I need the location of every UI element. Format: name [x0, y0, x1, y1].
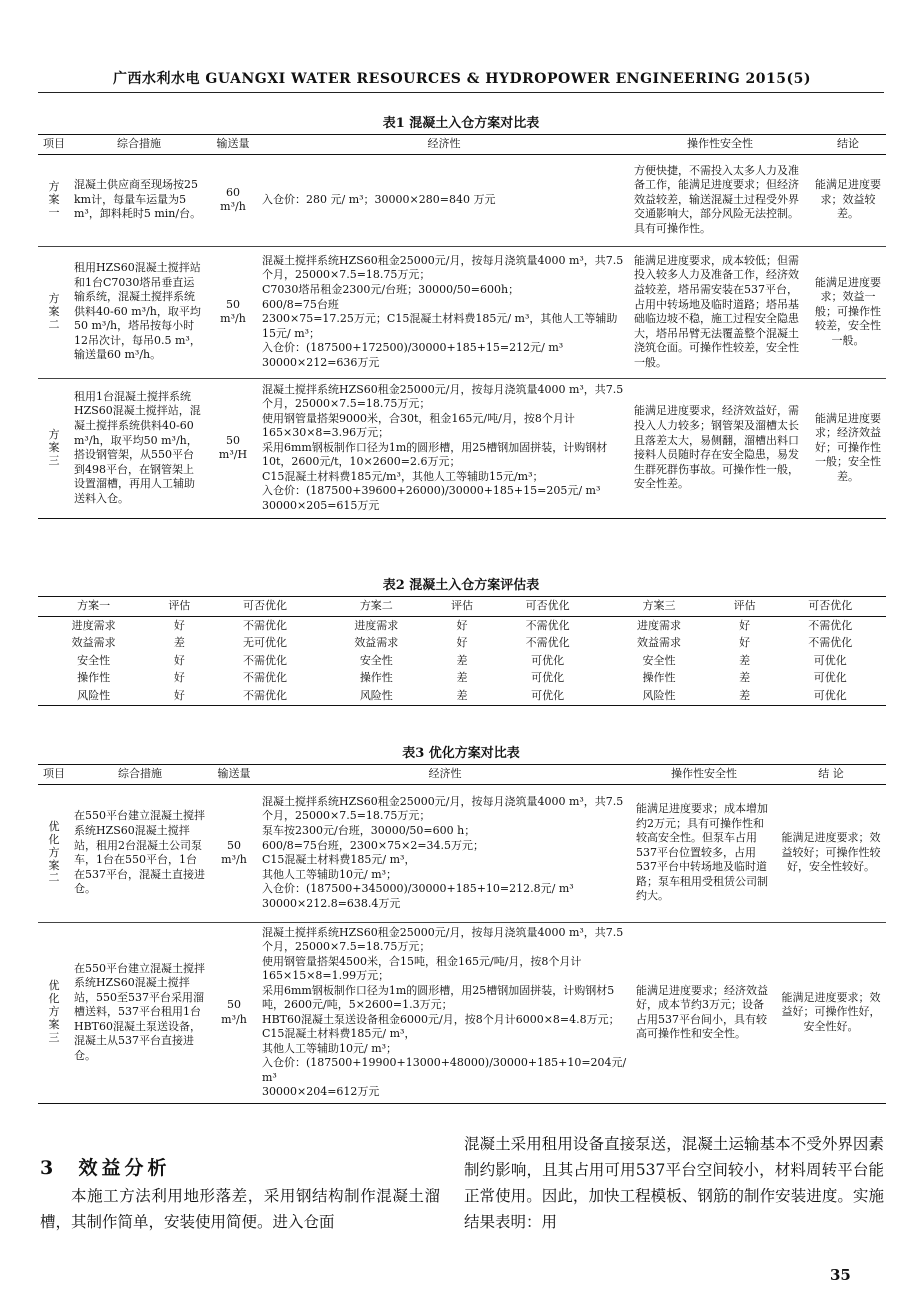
t2-cell: 可优化: [813, 688, 847, 702]
t2-cell: 好: [173, 671, 185, 685]
t3-conclusion: 能满足进度要求；效益较好；可操作性较好，安全性较好。: [776, 784, 886, 922]
t2-cell: 效益需求: [71, 636, 116, 650]
t2-header: 方案一: [38, 597, 149, 617]
table-row: [38, 784, 886, 922]
t2-cell: 可优化: [531, 671, 565, 685]
t1-conclusion: 能满足进度要求；效益一般；可操作性较差，安全性一般。: [810, 246, 886, 378]
t3-measures: 在550平台建立混凝土搅拌系统HZS60混凝土搅拌站，550至537平台采用溜槽送料，537平台租用1台HBT60混凝土泵送设备，混凝土从537平台直接进仓。: [74, 961, 205, 1062]
table-row: [38, 652, 886, 670]
t1-economy: 混凝土搅拌系统HZS60租金25000元/月，按每月浇筑量4000 m³，共7.5个月，25000×7.5=18.75万元； C7030塔吊租金2300元/台班；30000/50=600h； 600/8=75台班 2300×75=17.25万元；C15混凝土材料费185元/ m³，其他人工等辅助15元/ m³； 入仓价：(187500+172500)/30000+185+15=212元/ m³ 30000×212=636万元: [258, 246, 630, 378]
t3-header: 综合措施: [70, 765, 210, 785]
journal-header: 广西水利水电 GUANGXI WATER RESOURCES & HYDROPOWER ENGINEERING 2015(5): [113, 71, 811, 87]
t2-cell: 安全性: [77, 653, 111, 667]
t1-measures: 租用1台混凝土搅拌系统HZS60混凝土搅拌站，混凝土搅拌系统供料40-60 m³/h，取平均50 m³/h，搭设钢管架，从550平台到498平台，在钢管架上设置溜槽，再用人工辅助送料入仓。: [74, 389, 201, 505]
t2-cell: 安全性: [642, 653, 676, 667]
table-row: [38, 246, 886, 378]
t1-header: 输送量: [208, 135, 258, 155]
t2-cell: 不需优化: [808, 636, 853, 650]
t1-header: 操作性安全性: [630, 135, 810, 155]
t2-cell: 可优化: [531, 688, 565, 702]
t2-cell: 差: [173, 636, 185, 650]
t2-cell: 好: [739, 636, 751, 650]
t2-cell: 好: [739, 618, 751, 632]
t2-header: 可否优化: [209, 597, 320, 617]
t2-cell: 好: [173, 688, 185, 702]
t2-cell: 差: [456, 688, 468, 702]
t2-header: 可否优化: [492, 597, 603, 617]
t2-cell: 不需优化: [525, 618, 570, 632]
t2-cell: 风险性: [77, 688, 111, 702]
paragraph-left: 本施工方法利用地形落差，采用钢结构制作混凝土溜槽，其制作简单，安装使用简便。进入仓面: [40, 1187, 440, 1231]
t2-cell: 操作性: [642, 671, 676, 685]
t2-header: 评估: [432, 597, 492, 617]
t2-cell: 操作性: [77, 671, 111, 685]
t2-cell: 不需优化: [242, 671, 287, 685]
t3-header: 结 论: [776, 765, 886, 785]
t2-cell: 进度需求: [71, 618, 116, 632]
t2-cell: 风险性: [359, 688, 393, 702]
table-row: [38, 154, 886, 246]
table1-caption: 表1 混凝土入仓方案对比表: [382, 116, 540, 131]
table-row: [38, 922, 886, 1103]
section-title: [40, 1153, 170, 1180]
table3: [38, 764, 886, 1104]
paragraph-right: 混凝土采用租用设备直接泵送，混凝土运输基本不受外界因素制约影响，且其占用可用537平台空间较小，材料周转平台能正常使用。因此，加快工程模板、钢筋的制作安装进度。实施结果表明：用: [464, 1135, 884, 1231]
table-row: [38, 616, 886, 634]
t1-safety: 方便快捷，不需投入太多人力及准备工作，能满足进度要求；但经济效益较差，输送混凝土过程受外界交通影响大，部分风险无法控制。具有可操作性。: [630, 154, 810, 246]
t1-conclusion: 能满足进度要求；效益较差。: [810, 154, 886, 246]
section-title-text: 效益分析: [78, 1157, 171, 1179]
table-row: [38, 378, 886, 518]
t2-cell: 不需优化: [242, 688, 287, 702]
t2-cell: 好: [456, 618, 468, 632]
table-row: [38, 634, 886, 652]
t2-header: 方案三: [603, 597, 714, 617]
table2-caption: 表2 混凝土入仓方案评估表: [382, 578, 540, 593]
t1-economy: 混凝土搅拌系统HZS60租金25000元/月，按每月浇筑量4000 m³，共7.5个月，25000×7.5=18.75万元； 使用钢管量搭架9000米，合30t，租金165元/吨/月，按8个月计165×30×8=3.96万元； 采用6mm钢板制作口径为1m的圆形槽，用25槽钢加固拼装，计购钢材10t，2600元/t，10×2600=2.6万元； C15混凝土材料费185元/m³，其他人工等辅助15元/m³； 入仓价：(187500+39600+26000)/30000+185+15=205元/ m³ 30000×205=615万元: [262, 382, 624, 512]
t2-cell: 可优化: [531, 653, 565, 667]
t2-cell: 无可优化: [242, 636, 287, 650]
t1-measures: 租用HZS60混凝土搅拌站和1台C7030塔吊垂直运输系统，混凝土搅拌系统供料40-60 m³/h，取平均50 m³/h，塔吊按每小时12吊次计，每吊0.5 m³，输送量60 m³/h。: [70, 246, 208, 378]
t2-header: 评估: [149, 597, 209, 617]
t1-safety: 能满足进度要求，经济效益好，需投入人力较多；钢管架及溜槽太长且落差太大，易侧翻，溜槽出料口接料人员随时存在安全隐患，易发生群死群伤事故。可操作性一般，安全性差。: [634, 404, 799, 491]
t2-header: 可否优化: [775, 597, 886, 617]
t3-safety: 能满足进度要求；经济效益好，成本节约3万元；设备占用537平台间小，具有较高可操作性和安全性。: [636, 983, 768, 1041]
t1-header: 项目: [38, 135, 70, 155]
t2-cell: 不需优化: [242, 653, 287, 667]
table2: [38, 596, 886, 706]
t2-cell: 差: [739, 688, 751, 702]
t1-volume: 50 m³/h: [208, 246, 258, 378]
t2-cell: 进度需求: [636, 618, 681, 632]
t2-cell: 效益需求: [636, 636, 681, 650]
t2-cell: 差: [739, 671, 751, 685]
t1-measures: 混凝土供应商至现场按25 km计，每量车运量为5 m³，卸料耗时5 min/台。: [70, 154, 208, 246]
t2-cell: 好: [173, 618, 185, 632]
table1: [38, 134, 886, 519]
header-rule: [38, 92, 884, 93]
t3-economy: 混凝土搅拌系统HZS60租金25000元/月，按每月浇筑量4000 m³，共7.5个月，25000×7.5=18.75万元； 泵车按2300元/台班，30000/50=600 h； 600/8=75台班，2300×75×2=34.5万元； C15混凝土材料费185元/ m³， 其他人工等辅助10元/ m³； 入仓价：(187500+345000)/30000+185+10=212.8元/ m³ 30000×212.8=638.4万元: [258, 784, 632, 922]
t3-volume: 50 m³/h: [210, 784, 258, 922]
t2-cell: 不需优化: [242, 618, 287, 632]
t1-header: 结论: [810, 135, 886, 155]
t2-header: 评估: [715, 597, 775, 617]
t1-volume: 50 m³/H: [218, 433, 248, 462]
t3-conclusion: 能满足进度要求；效益好；可操作性好，安全性好。: [781, 990, 881, 1033]
t3-measures: 在550平台建立混凝土搅拌系统HZS60混凝土搅拌站，租用2台混凝土公司泵车，1台在550平台，1台在537平台，混凝土直接进仓。: [70, 784, 210, 922]
t2-cell: 可优化: [813, 653, 847, 667]
t1-economy: 入仓价：280 元/ m³；30000×280=840 万元: [258, 154, 630, 246]
t2-cell: 风险性: [642, 688, 676, 702]
t2-cell: 不需优化: [525, 636, 570, 650]
t3-header: 项目: [38, 765, 70, 785]
t2-cell: 效益需求: [354, 636, 399, 650]
t3-economy: 混凝土搅拌系统HZS60租金25000元/月，按每月浇筑量4000 m³，共7.5个月，25000×7.5=18.75万元； 使用钢管量搭架4500米，合15吨，租金165元/吨/月，按8个月计165×15×8=1.99万元； 采用6mm钢板制作口径为1m的圆形槽，用25槽钢加固拼装，计购钢材5吨，2600元/吨，5×2600=1.3万元； HBT60混凝土泵送设备租金6000元/月，按8个月计6000×8=4.8万元； C15混凝土材料费185元/ m³， 其他人工等辅助10元/ m³； 入仓价：(187500+19900+13000+48000)/30000+185+10=204元/ m³ 30000×204=612万元: [262, 925, 627, 1099]
page-number: 35: [830, 1266, 851, 1284]
t1-volume: 60 m³/h: [208, 154, 258, 246]
t2-cell: 进度需求: [354, 618, 399, 632]
table3-caption: 表3 优化方案对比表: [402, 746, 520, 761]
t3-project: 优 化 方 案 二: [38, 784, 70, 922]
table-row: [38, 669, 886, 687]
t3-safety: 能满足进度要求；成本增加约2万元；具有可操作性和较高安全性。但泵车占用537平台位置较多，占用537平台中转场地及临时道路；泵车租用受租赁公司制约大。: [632, 784, 776, 922]
t2-header: 方案二: [321, 597, 432, 617]
t1-header: 综合措施: [70, 135, 208, 155]
t2-cell: 可优化: [813, 671, 847, 685]
t3-header: 输送量: [210, 765, 258, 785]
t1-project: 方 案 三: [48, 427, 60, 467]
t1-project: 方 案 二: [38, 246, 70, 378]
t2-cell: 好: [173, 653, 185, 667]
t3-project: 优 化 方 案 三: [48, 979, 60, 1045]
t1-header: 经济性: [258, 135, 630, 155]
t3-volume: 50 m³/h: [221, 998, 247, 1026]
t1-conclusion: 能满足进度要求；经济效益好；可操作性一般；安全性差。: [815, 411, 881, 483]
t2-cell: 差: [739, 653, 751, 667]
t1-safety: 能满足进度要求，成本较低；但需投入较多人力及准备工作，经济效益较差，塔吊需安装在537平台，占用中转场地及临时道路；塔吊基础临边坡不稳，施工过程安全隐患大，塔吊吊臂无法覆盖整个混凝土浇筑仓面。可操作性较差，安全性一般。: [630, 246, 810, 378]
t2-cell: 安全性: [359, 653, 393, 667]
t2-cell: 好: [456, 636, 468, 650]
t1-project: 方 案 一: [38, 154, 70, 246]
section-number: 3: [40, 1157, 58, 1179]
t3-header: 经济性: [258, 765, 632, 785]
t2-cell: 不需优化: [808, 618, 853, 632]
t2-cell: 操作性: [359, 671, 393, 685]
t2-cell: 差: [456, 653, 468, 667]
table-row: [38, 687, 886, 705]
t3-header: 操作性安全性: [632, 765, 776, 785]
t2-cell: 差: [456, 671, 468, 685]
